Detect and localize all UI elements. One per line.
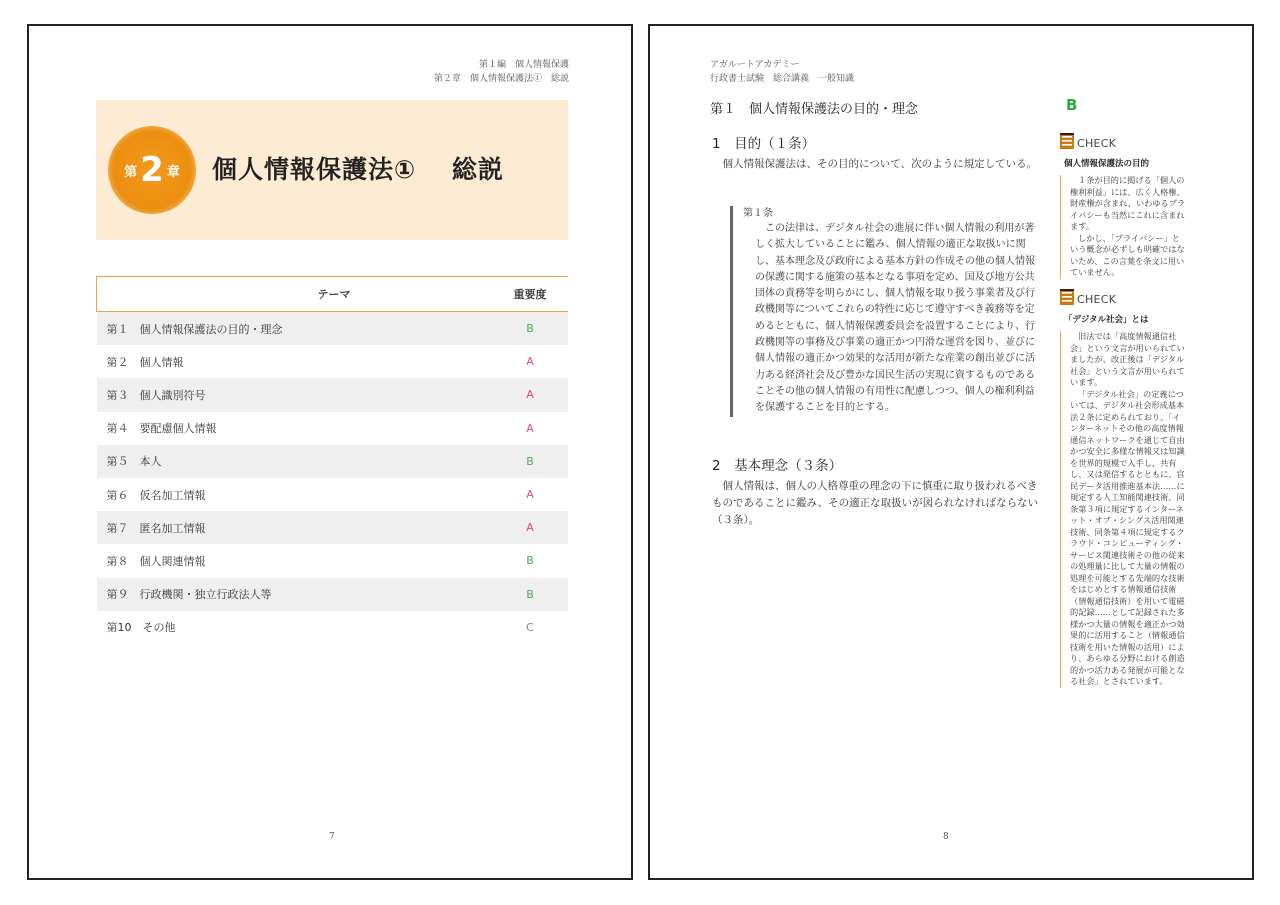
running-head-part: 第１編 個人情報保護: [478, 60, 569, 70]
check-box: [1060, 290, 1188, 688]
theme-cell: 第７ 匿名加工情報: [97, 511, 493, 544]
subsection-heading: 1 目的（１条）: [712, 136, 816, 152]
subsection-heading: 2 基本理念（３条）: [712, 458, 843, 474]
theme-cell: 第10 その他: [106, 621, 176, 635]
importance-cell: C: [526, 620, 534, 634]
check-box: [1060, 134, 1188, 279]
importance-cell: A: [526, 421, 534, 435]
theme-cell: 第３ 個人識別符号: [97, 378, 493, 411]
importance-cell: A: [492, 378, 568, 411]
check-body: [1060, 175, 1188, 279]
article-label: 第１条: [743, 208, 773, 219]
check-paragraph: 「デジタル社会」の定義については、デジタル社会形成基本法２条に定められており、「インターネットその他の高度情報通信ネットワークを通じて自由かつ安全に多様な情報又は知識を世界的規模で入手し、共有し、又は発信するとともに、官民データ活用推進基本法……に規定する人工知能関連技術、同条第３項に規定するインターネット・オブ・シングス活用関連技術、同条第４項に規定するクラウド・コンピューティング・サービス関連技術その他の従来の処理量に比して大量の情報の処理を可能とする先端的な技術をはじめとする情報通信技術（情報通信技術）を用いて電磁的記録……として記録された多様かつ大量の情報を適正かつ効果的に活用すること（情報通信技術を用いた情報の活用）により、あらゆる分野における創造的かつ活力ある発展が可能となる社会」とされています。: [1070, 388, 1185, 686]
importance-cell: A: [492, 511, 568, 544]
theme-cell: 第６ 仮名加工情報: [106, 488, 206, 502]
table-row: [97, 511, 569, 544]
table-row: [97, 412, 569, 445]
running-head-course: 行政書士試験 総合講義 一般知識: [710, 74, 855, 84]
chapter-number: 2: [140, 150, 164, 190]
check-label: CHECK: [1077, 292, 1117, 306]
chapter-badge: [108, 126, 196, 214]
table-row: [97, 345, 569, 378]
chapter-title: 個人情報保護法① 総説: [212, 155, 504, 184]
table-row: [97, 445, 569, 478]
topic-table: [96, 276, 568, 644]
check-paragraph: １条が目的に掲げる「個人の権利利益」には、広く人格権、財産権が含まれ、いわゆるプライバシーも当然にこれに含まれます。: [1070, 175, 1186, 231]
check-body: [1060, 331, 1188, 688]
table-row: [97, 478, 569, 511]
subsection-text: 個人情報保護法は、その目的について、次のように規定している。: [722, 158, 1038, 170]
page-number: 7: [329, 832, 335, 842]
table-row: [97, 611, 569, 644]
table-row: [97, 378, 569, 411]
chapter-badge-prefix: 第: [124, 164, 138, 180]
check-label: CHECK: [1077, 136, 1117, 150]
right-page: [648, 24, 1254, 880]
importance-grade: B: [1066, 96, 1078, 114]
check-subtitle: 個人情報保護法の目的: [1064, 159, 1150, 169]
section-title: 第１ 個人情報保護法の目的・理念: [710, 102, 919, 117]
importance-cell: B: [492, 445, 568, 478]
check-icon: [1060, 133, 1074, 153]
importance-cell: A: [526, 355, 534, 369]
importance-cell: A: [526, 488, 534, 502]
article-text: この法律は、デジタル社会の進展に伴い個人情報の利用が著しく拡大していることに鑑み、個人情報の適正な取扱いに関し、基本理念及び政府による基本方針の作成その他の個人情報の保護に関する施策の基本となる事項を定め、国及び地方公共団体の責務等を明らかにし、個人情報を取り扱う事業者及び行政機関等についてこれらの特性に応じて遵守すべき義務等を定めるとともに、個人情報保護委員会を設置することにより、行政機関等の事務及び事業の適正かつ円滑な運営を図り、並びに個人情報の適正かつ効果的な活用が新たな産業の創出並びに活力ある経済社会及び豊かな国民生活の実現に資するものであることその他の個人情報の有用性に配慮しつつ、個人の権利利益を保護することを目的とする。: [755, 223, 1035, 414]
theme-column-header: テーマ: [97, 277, 493, 312]
importance-cell: B: [526, 554, 534, 568]
check-paragraph: しかし、「プライバシー」という概念が必ずしも明確ではないため、この言葉を条文に用いていません。: [1070, 232, 1185, 277]
subsection-text: 個人情報は、個人の人格尊重の理念の下に慎重に取り扱われるべきものであることに鑑み、その適正な取扱いが図られなければならない（３条）。: [712, 480, 1039, 526]
running-head: [710, 58, 854, 86]
theme-cell: 第５ 本人: [97, 445, 493, 478]
check-icon: [1060, 289, 1074, 309]
table-header-row: [97, 277, 569, 312]
article-quote: [730, 206, 1044, 417]
importance-cell: B: [492, 312, 568, 346]
table-row: [97, 544, 569, 577]
running-head-chapter: 第２章 個人情報保護法① 総説: [433, 74, 569, 84]
table-row: [97, 578, 569, 611]
theme-cell: 第４ 要配慮個人情報: [106, 422, 217, 436]
importance-column-header: 重要度: [492, 277, 568, 312]
chapter-badge-suffix: 章: [166, 164, 180, 180]
running-head-publisher: アガルートアカデミー: [710, 60, 800, 70]
theme-cell: 第８ 個人関連情報: [106, 554, 206, 568]
importance-cell: B: [492, 578, 568, 611]
chapter-banner: [96, 100, 568, 240]
table-row: [97, 312, 569, 346]
theme-cell: 第２ 個人情報: [106, 355, 184, 369]
left-page: [27, 24, 633, 880]
check-paragraph: 旧法では「高度情報通信社会」という文言が用いられていましたが、改正後は「デジタル社会」という文言が用いられています。: [1070, 331, 1185, 387]
theme-cell: 第９ 行政機関・独立行政法人等: [97, 578, 493, 611]
running-head: [434, 58, 569, 86]
page-number: 8: [943, 832, 949, 842]
theme-cell: 第１ 個人情報保護法の目的・理念: [97, 312, 493, 346]
check-subtitle: 「デジタル社会」とは: [1064, 315, 1149, 325]
